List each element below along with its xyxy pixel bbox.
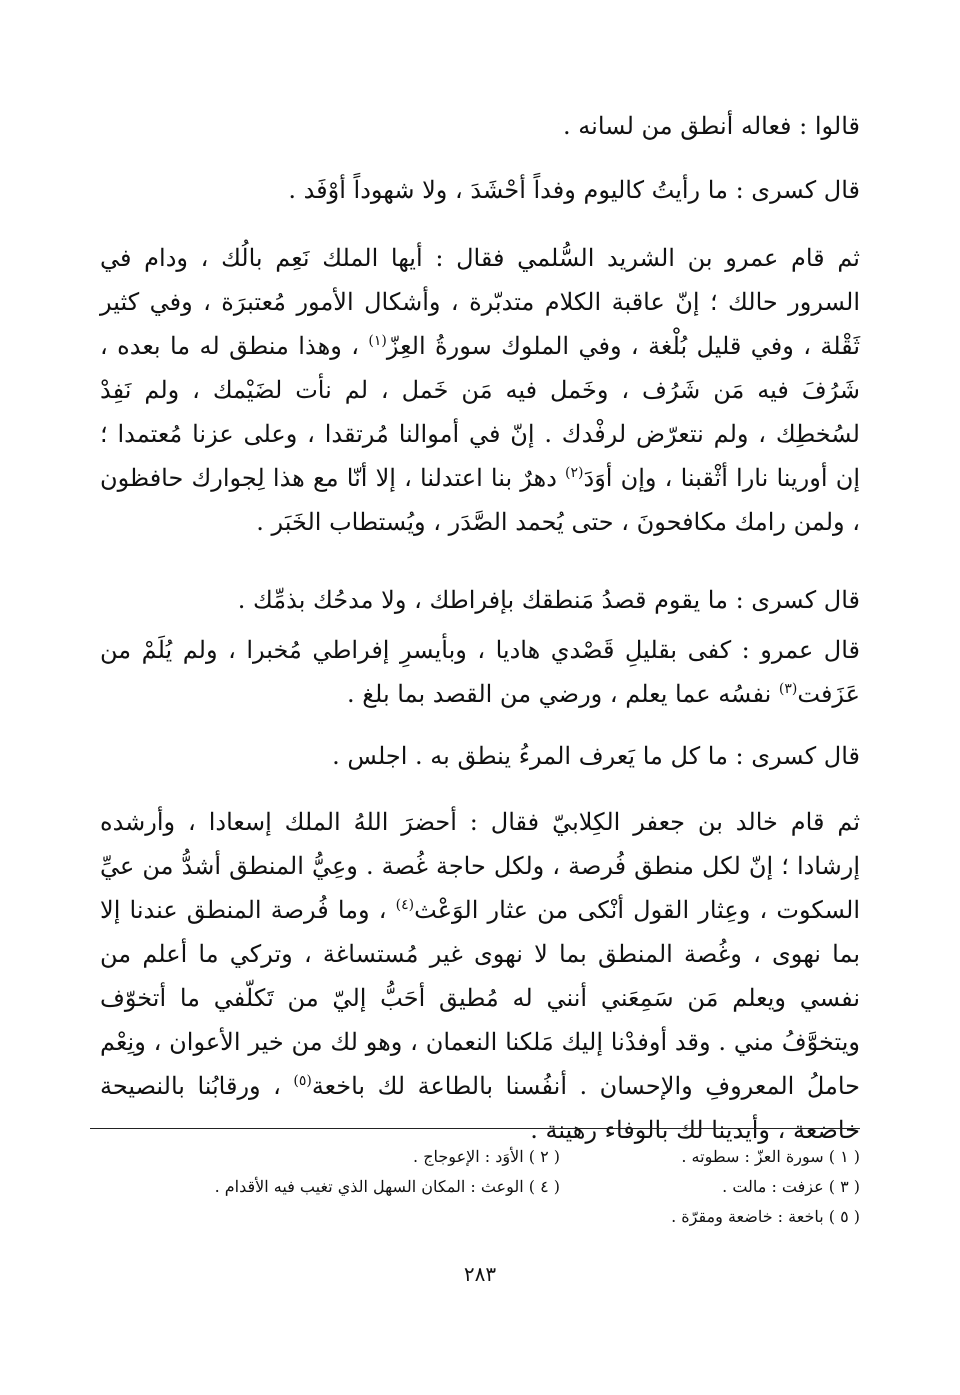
paragraph-1 [100,104,860,148]
paragraph-5-text-b: نفسُه عما يعلم ، ورضي من القصد بما بلغ . [346,680,779,708]
paragraph-6-text: قال كسرى : ما كل ما يَعرف المرءُ ينطق به . اجلس . [332,742,860,770]
paragraph-7 [100,800,860,1152]
footnote-5: ( ٥ ) باخعة : خاضعة ومقرّة . [671,1207,860,1226]
paragraph-5 [100,628,860,716]
footnote-2: ( ٢ ) الأوَد : الإعوجاج . [413,1147,560,1166]
paragraph-3-text-c: دهرٌ بنا اعتدلنا ، إلا أنّا مع هذا لِجوارك حافظون ، ولمن رامك مكافحونَ ، حتى يُحمد الصَّدَر ، ويُستطاب الخَبَر . [100,464,860,536]
paragraph-7-text-c: ، ورقابُنا بالنصيحة خاضعة ، وأيدينا لك بالوفاء رهينة . [100,1072,860,1144]
footnote-row-1 [100,1142,860,1172]
paragraph-4-text: قال كسرى : ما يقوم قصدُ مَنطقك بإفراطك ، ولا مدحُك بذمِّك . [237,586,860,614]
footnote-marker-3: (٣) [778,681,798,697]
paragraph-2 [100,168,860,212]
paragraph-3-text-a: ثم قام عمرو بن الشريد السُّلمي فقال : أيها الملك نَعِم بالُك ، ودام في السرور حالك ؛ إنّ عاقبة الكلام متدبّرة ، وأشكال الأمور مُعتبرَة ، وفي كثير ثَقْلة ، وفي قليل بُلْغة ، وفي الملوك سورةُ العِزّ [100,244,861,360]
footnote-3: ( ٣ ) عزفت : مالت . [722,1177,860,1196]
footnote-marker-5: (٥) [293,1073,312,1089]
paragraph-3 [100,236,860,544]
paragraph-5-text-a: قال عمرو : كفى بقليلِ قَصْدي هاديا ، وبأيسرِ إفراطي مُخبرا ، ولم يُلَمْ من عَزَفت [100,636,860,708]
paragraph-1-text: قالوا : فعاله أنطق من لسانه . [563,112,860,140]
footnote-divider [90,1128,860,1129]
paragraph-6 [100,734,860,778]
footnote-row-3 [100,1202,860,1232]
paragraph-4 [100,578,860,622]
paragraph-7-text-a: ثم قام خالد بن جعفر الكِلابيّ فقال : أحضرَ اللهُ الملك إسعادا ، وأرشده إرشادا ؛ إنّ لكل منطق فُرصة ، ولكل حاجة غُصة . وعِيُّ المنطق أشدُّ من عيِّ السكوت ، وعِثار القول أنْكى من عثار الوَعْث [100,808,861,924]
page-number: ٢٨٣ [463,1262,497,1286]
footnote-marker-2: (٢) [565,465,584,481]
footnotes [100,1142,860,1232]
book-page [100,0,860,1395]
paragraph-2-text: قال كسرى : ما رأيتُ كاليوم وفداً أحْشَدَ ، ولا شهوداً أوْفَد . [288,176,860,204]
footnote-1: ( ١ ) سورة العزّ : سطوته . [681,1147,860,1166]
footnote-row-2 [100,1172,860,1202]
footnote-marker-4: (٤) [395,897,415,913]
footnote-4: ( ٤ ) الوعث : المكان السهل الذي تغيب فيه الأقدام . [214,1177,560,1196]
paragraph-7-text-b: ، وما فُرصة المنطق عندنا إلا بما نهوى ، وغُصة المنطق بما لا نهوى غير مُستساغة ، وتركي ما أعلم من نفسي ويعلم مَن سَمِعَني أنني له مُطيق أحَبُّ إليّ من تَكلّفي ما أتخوّف ويتخوَّفُ مني . وقد أوفدْنا إليك مَلكنا النعمان ، وهو لك من خير الأعوان ، ونِعْم حاملُ المعروفِ والإحسان . أنفُسنا بالطاعة لك باخعة [100,896,860,1100]
footnote-marker-1: (١) [368,333,387,349]
paragraph-3-text-b: ، وهذا منطق له ما بعده ، شَرُفَ فيه مَن شَرُف ، وخَمل فيه مَن خَمل ، لم نأت لضَيْمك ، ولم نَفِدْ لسُخطِك ، ولم نتعرّض لرفْدك . إنّ في أموالنا مُرتقدا ، وعلى عزنا مُعتمدا ؛ إن أورينا نارا أثْقبنا ، وإن أوَدَ [100,332,860,492]
